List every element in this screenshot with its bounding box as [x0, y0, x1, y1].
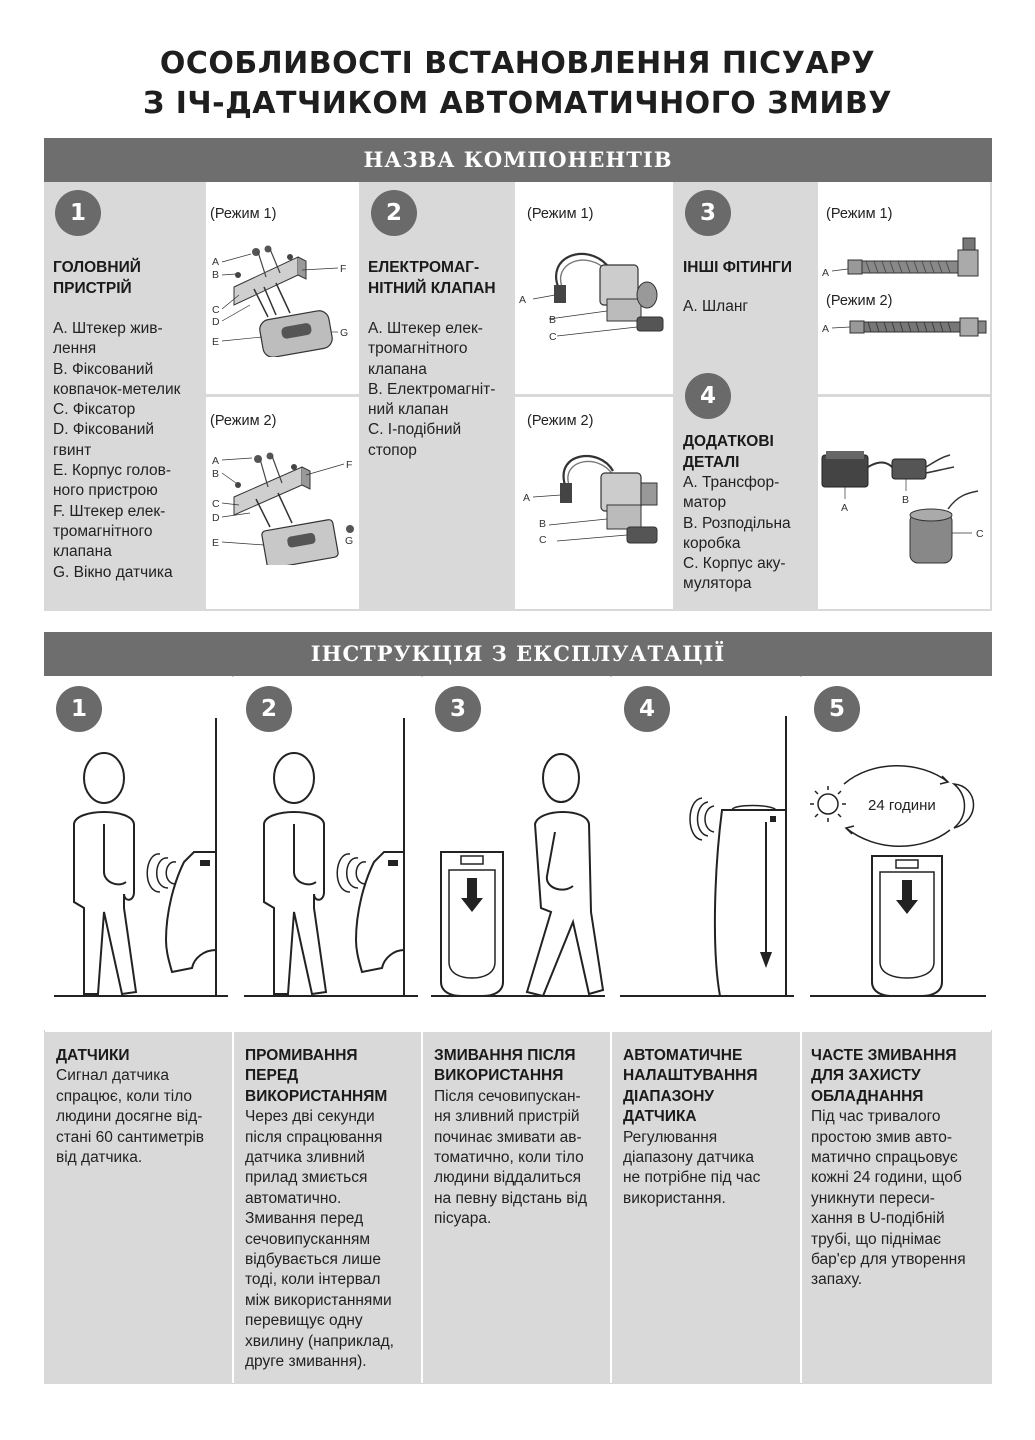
label-c: C: [539, 534, 547, 546]
step-4-title: АВТОМАТИЧНЕ НАЛАШТУВАННЯ ДІАПАЗОНУ ДАТЧИКА: [623, 1047, 758, 1126]
title-line-1: ОСОБЛИВОСТІ ВСТАНОВЛЕННЯ ПІСУАРУ: [159, 46, 876, 81]
step-1-illustration: [44, 712, 232, 1002]
step-3-illustration: [423, 712, 610, 1002]
step-4-text: АВТОМАТИЧНЕ НАЛАШТУВАННЯ ДІАПАЗОНУ ДАТЧИКА Регулювання діапазону датчика не потрібне під час використання.: [623, 1046, 795, 1209]
step-5-illustration-cell: [802, 676, 992, 1030]
step-4-number: 4: [624, 686, 670, 732]
component-4-number: 4: [685, 373, 731, 419]
step-1-text: ДАТЧИКИ Сигнал датчика спрацює, коли тіло людини досягне від- стані 60 сантиметрів від датчика.: [56, 1047, 204, 1167]
step-3-panel: [423, 676, 610, 1384]
solenoid-valve-mode-2-cell: [515, 397, 673, 609]
component-2-number: 2: [371, 190, 417, 236]
label-a: A: [822, 323, 830, 335]
label-a: A: [841, 502, 849, 514]
step-2-number: 2: [246, 686, 292, 732]
step-2-illustration: [234, 712, 421, 1002]
main-device-mode-2-cell: [206, 397, 359, 609]
components-header: НАЗВА КОМПОНЕНТІВ: [44, 138, 992, 182]
step-3-title: ЗМИВАННЯ ПІСЛЯ ВИКОРИСТАННЯ: [434, 1047, 576, 1085]
label-c: C: [549, 331, 557, 343]
hose-mode-1-illustration: [818, 232, 990, 292]
step-2-title: ПРОМИВАННЯ ПЕРЕД ВИКОРИСТАННЯМ: [245, 1047, 388, 1105]
additional-parts-cell: [818, 397, 990, 609]
main-device-mode-1-illustration: [206, 237, 359, 357]
step-4-illustration: [612, 712, 800, 1002]
additional-parts-illustration: [818, 437, 990, 577]
component-2-text-cell: [361, 182, 513, 611]
label-b: B: [902, 494, 910, 506]
title-line-2: З ІЧ-ДАТЧИКОМ АВТОМАТИЧНОГО ЗМИВУ: [142, 86, 893, 121]
component-1-number: 1: [55, 190, 101, 236]
main-device-mode-1-cell: [206, 182, 359, 394]
label-b: B: [212, 269, 220, 281]
label-e: E: [212, 537, 220, 549]
label-c: C: [212, 498, 220, 510]
hose-mode-2-illustration: [818, 312, 990, 342]
hours-label: 24 години: [868, 797, 936, 814]
component-1-title: ГОЛОВНИЙ ПРИСТРІЙ: [53, 259, 141, 297]
solenoid-valve-mode-1-cell: [515, 182, 673, 394]
step-5-panel: [802, 676, 992, 1384]
step-2-text-cell: [234, 1032, 421, 1384]
label-a: A: [822, 267, 830, 279]
label-a: A: [212, 256, 220, 268]
label-d: D: [212, 316, 220, 328]
label-g: G: [345, 535, 354, 547]
label-e: E: [212, 336, 220, 348]
label-d: D: [212, 512, 220, 524]
step-1-illustration-cell: [44, 676, 232, 1030]
label-a: A: [212, 455, 220, 467]
label-b: B: [549, 314, 557, 326]
component-3-4-text-cell: [675, 182, 816, 611]
mode-label: (Режим 2): [826, 293, 893, 309]
step-5-text-cell: [802, 1032, 992, 1384]
step-5-illustration: [802, 712, 992, 1002]
component-3-title: ІНШІ ФІТИНГИ: [683, 259, 792, 276]
step-2-panel: [234, 676, 421, 1384]
step-5-number: 5: [814, 686, 860, 732]
label-f: F: [340, 263, 347, 275]
component-4-title: ДОДАТКОВІ ДЕТАЛІ: [683, 433, 774, 471]
component-2-description: A. Штекер елек- тромагнітного клапана B. Електромагніт- ний клапан C. І-подібний стопор: [368, 320, 496, 459]
label-a: A: [519, 294, 527, 306]
component-2-title: ЕЛЕКТРОМАГ- НІТНИЙ КЛАПАН: [368, 259, 496, 297]
label-c: C: [976, 528, 984, 540]
step-3-text: ЗМИВАННЯ ПІСЛЯ ВИКОРИСТАННЯ Після сечовипускан- ня зливний пристрій починає змивати ав- томатично, коли тіло людини віддалиться на певну відстань від пісуара.: [434, 1046, 606, 1230]
mode-label: (Режим 1): [527, 206, 594, 222]
step-1-text-cell: [44, 1032, 232, 1384]
mode-label: (Режим 2): [210, 413, 277, 429]
main-device-mode-2-illustration: [206, 445, 359, 565]
step-3-text-cell: [423, 1032, 610, 1384]
step-1-panel: [44, 676, 232, 1384]
step-5-text: ЧАСТЕ ЗМИВАННЯ ДЛЯ ЗАХИСТУ ОБЛАДНАННЯ Під час тривалого простою змив авто- матично спрацьовує кожні 24 години, щоб уникнути переси- хання в U-подібній трубі, що піднімає бар'єр для утворення запаху.: [811, 1046, 989, 1291]
component-4-description: A. Трансфор- матор B. Розподільна коробка C. Корпус аку- мулятора: [683, 474, 791, 593]
step-2-text: ПРОМИВАННЯ ПЕРЕД ВИКОРИСТАННЯМ Через дві секунди після спрацювання датчика зливний прилад змиється автоматично. Змивання перед сечовипусканням відбувається лише тоді, коли інтервал між використаннями перевищує одну хвилину (наприклад, друге змивання).: [245, 1046, 417, 1373]
step-2-illustration-cell: [234, 676, 421, 1030]
component-1-text-cell: [44, 182, 204, 611]
sun-icon: [818, 794, 838, 814]
component-3-description: A. Шланг: [683, 298, 749, 315]
label-a: A: [523, 492, 531, 504]
solenoid-valve-mode-1-illustration: [515, 237, 673, 347]
step-4-text-cell: [612, 1032, 800, 1384]
instructions-header: ІНСТРУКЦІЯ З ЕКСПЛУАТАЦІЇ: [44, 632, 992, 676]
mode-label: (Режим 2): [527, 413, 594, 429]
step-4-panel: [612, 676, 800, 1384]
label-b: B: [539, 518, 547, 530]
label-f: F: [346, 459, 353, 471]
moon-icon: [954, 784, 974, 828]
mode-label: (Режим 1): [826, 206, 893, 222]
step-3-illustration-cell: [423, 676, 610, 1030]
hose-cell: [818, 182, 990, 394]
solenoid-valve-mode-2-illustration: [515, 447, 673, 557]
label-g: G: [340, 327, 349, 339]
component-3-number: 3: [685, 190, 731, 236]
mode-label: (Режим 1): [210, 206, 277, 222]
step-1-title: ДАТЧИКИ: [56, 1047, 130, 1064]
step-4-illustration-cell: [612, 676, 800, 1030]
step-3-number: 3: [435, 686, 481, 732]
label-b: B: [212, 468, 220, 480]
step-5-title: ЧАСТЕ ЗМИВАННЯ ДЛЯ ЗАХИСТУ ОБЛАДНАННЯ: [811, 1047, 957, 1105]
label-c: C: [212, 304, 220, 316]
component-1-description: A. Штекер жив- лення B. Фіксований ковпачок-метелик C. Фіксатор D. Фіксований гвинт E. Корпус голов- ного пристрою F. Штекер елек- тромагнітного клапана G. Вікно датчика: [53, 320, 181, 581]
page-title: [0, 44, 1035, 124]
step-1-number: 1: [56, 686, 102, 732]
